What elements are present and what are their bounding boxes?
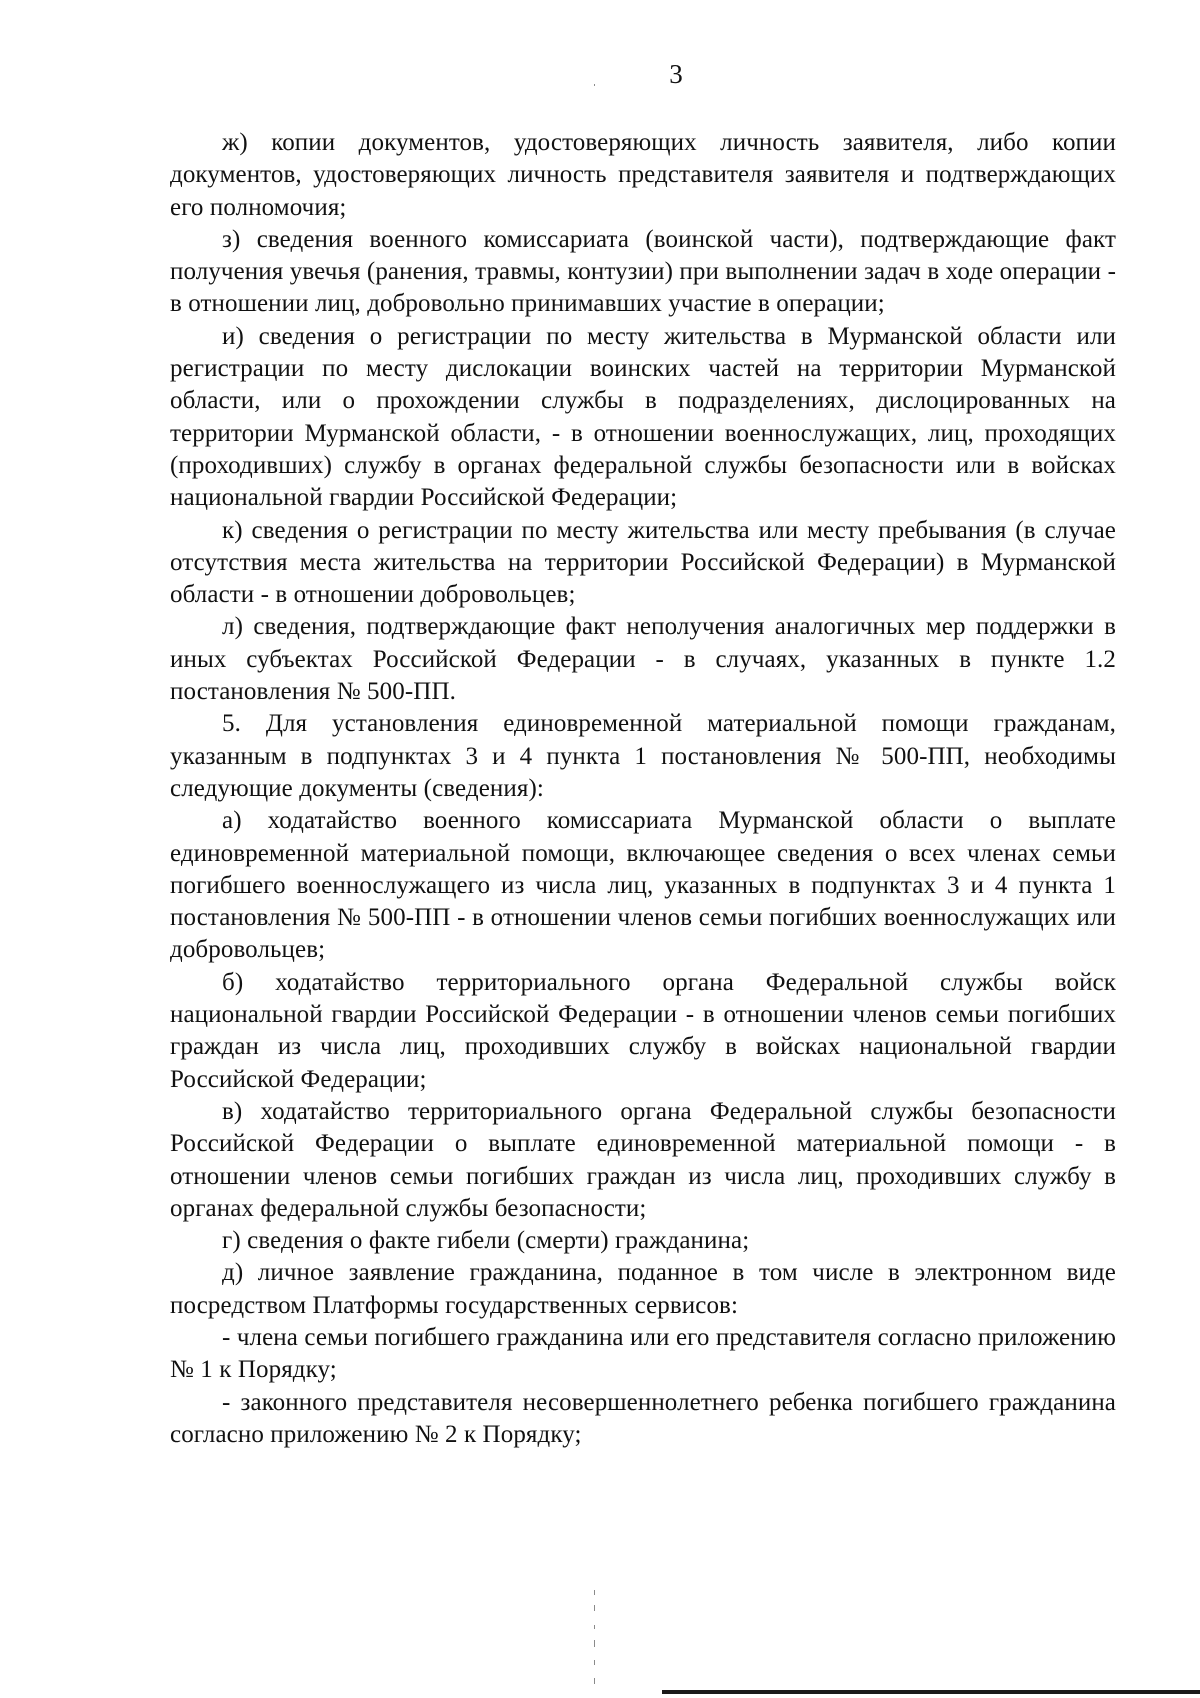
- paragraph-v: в) ходатайство территориального органа Федеральной службы безопасности Российской Федерации о выплате единовременной материальной помощи - в отношении членов семьи погибших граждан из числа лиц, проходивших службу в органах федеральной службы безопасности;: [170, 1097, 1116, 1222]
- page-number: 3: [669, 59, 683, 89]
- paragraph-k: к) сведения о регистрации по месту жительства или месту пребывания (в случае отсутствия места жительства на территории Российской Федерации) в Мурманской области - в отношении добровольцев;: [170, 516, 1116, 609]
- paragraph-i: и) сведения о регистрации по месту жительства в Мурманской области или регистрации по месту дислокации воинских частей на территории Мурманской области, или о прохождении службы в подразделениях, дислоцированных на территории Мурманской области, - в отношении военнослужащих, лиц, проходящих (проходивших) службу в органах федеральной службы безопасности или в войсках национальной гвардии Российской Федерации;: [170, 322, 1116, 512]
- scan-artifact: [594, 1678, 595, 1684]
- list-item-family-member: - члена семьи погибшего гражданина или его представителя согласно приложению № 1 к Порядку;: [170, 1323, 1116, 1384]
- scan-artifact: [594, 1605, 595, 1611]
- bottom-edge-line: [662, 1690, 1200, 1694]
- paragraph-zh: ж) копии документов, удостоверяющих личность заявителя, либо копии документов, удостоверяющих личность представителя заявителя и подтверждающих его полномочия;: [170, 129, 1116, 221]
- paragraph-d: д) личное заявление гражданина, поданное в том числе в электронном виде посредством Платформы государственных сервисов:: [170, 1259, 1116, 1319]
- scan-artifact: [594, 1640, 595, 1647]
- paragraph-b: б) ходатайство территориального органа Федеральной службы войск национальной гвардии Российской Федерации - в отношении членов семьи погибших граждан из числа лиц, проходивших службу в войсках национальной гвардии Российской Федерации;: [170, 968, 1116, 1093]
- paragraph-l: л) сведения, подтверждающие факт неполучения аналогичных мер поддержки в иных субъектах Российской Федерации - в случаях, указанных в пункте 1.2 постановления № 500-ПП.: [170, 613, 1116, 706]
- paragraph-g: г) сведения о факте гибели (смерти) гражданина;: [222, 1227, 750, 1255]
- scan-artifact: [594, 1590, 595, 1595]
- scan-artifact: [594, 84, 595, 86]
- paragraph-a: а) ходатайство военного комиссариата Мурманской области о выплате единовременной материальной помощи, включающее сведения о всех членах семьи погибшего военнослужащего из числа лиц, указанных в подпунктах 3 и 4 пункта 1 постановления № 500-ПП - в отношении членов семьи погибших военнослужащих или добровольцев;: [170, 807, 1116, 964]
- paragraph-z: з) сведения военного комиссариата (воинской части), подтверждающие факт получения увечья (ранения, травмы, контузии) при выполнении задач в ходе операции - в отношении лиц, добровольно принимавших участие в операции;: [170, 225, 1116, 318]
- paragraph-5: 5. Для установления единовременной материальной помощи гражданам, указанным в подпунктах 3 и 4 пункта 1 постановления № 500-ПП, необходимы следующие документы (сведения):: [170, 710, 1116, 802]
- scan-artifact: [594, 1660, 595, 1665]
- document-body: [170, 127, 1116, 1451]
- list-item-legal-representative: - законного представителя несовершеннолетнего ребенка погибшего гражданина согласно приложению № 2 к Порядку;: [170, 1388, 1116, 1448]
- scan-artifact: [594, 1625, 595, 1629]
